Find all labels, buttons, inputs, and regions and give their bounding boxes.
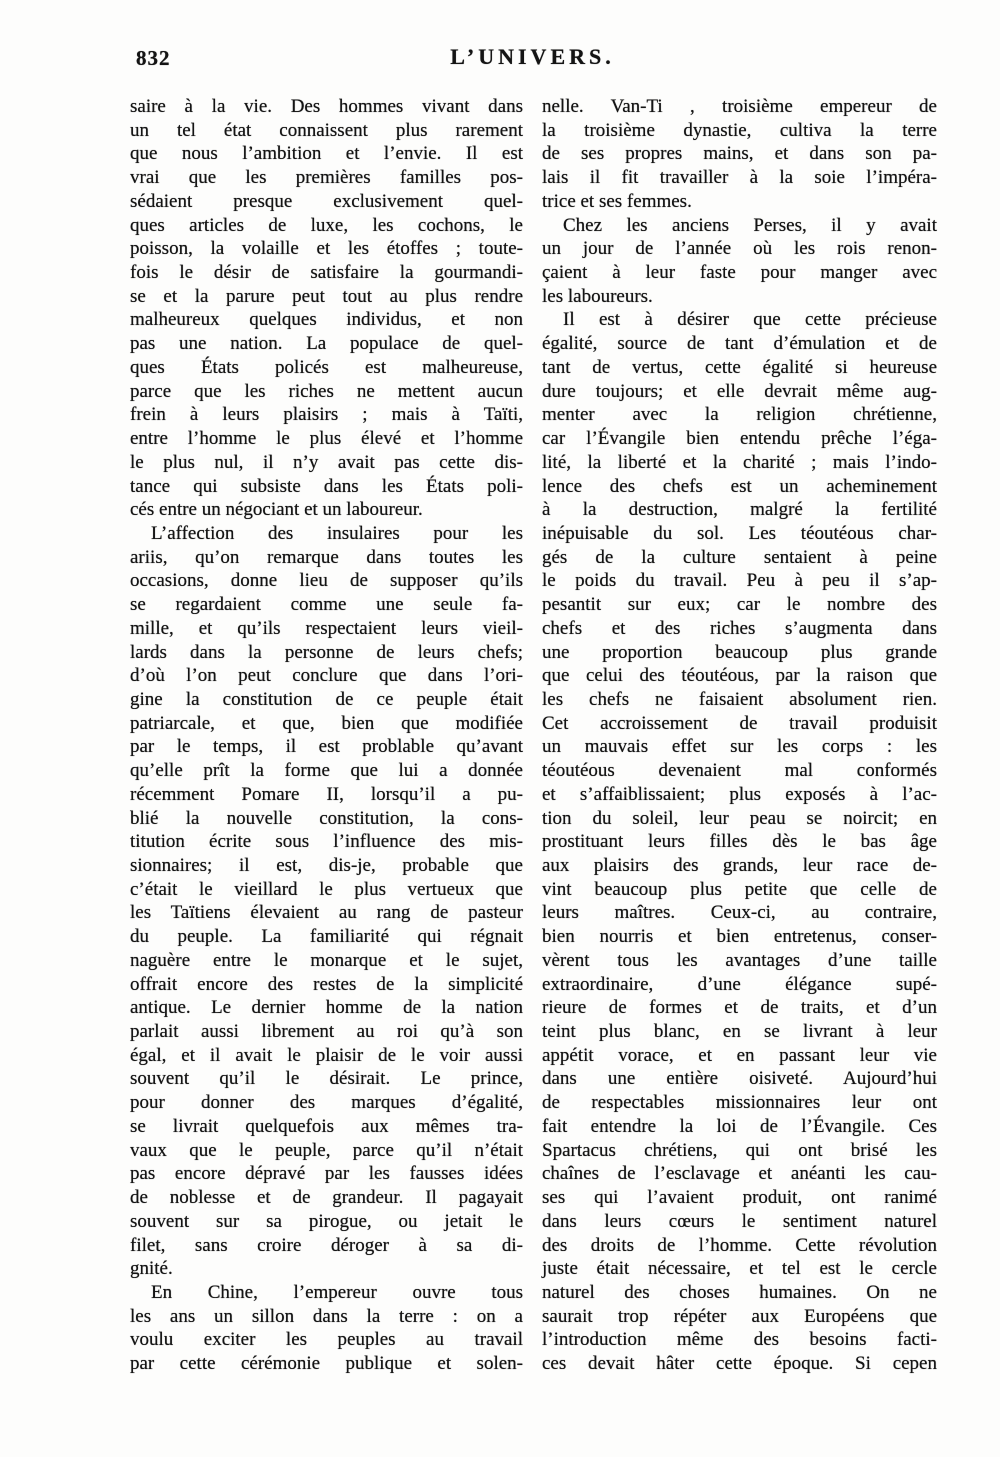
- text-line: dans une entière oisiveté. Aujourd’hui: [542, 1068, 937, 1090]
- text-line: une proportion beaucoup plus grande: [542, 641, 937, 663]
- text-line: bien nourris et bien entretenus, conser-: [542, 926, 937, 948]
- text-line: Cet accroissement de travail produisit: [542, 712, 937, 734]
- text-line: antique. Le dernier homme de la nation: [130, 997, 523, 1019]
- text-line: pas une nation. La populace de quel-: [130, 333, 523, 355]
- text-line: prostituant leurs filles dès le bas âge: [542, 831, 937, 853]
- text-line: Il est à désirer que cette précieuse: [563, 309, 937, 331]
- text-line: naturel des choses humaines. On ne: [542, 1281, 937, 1303]
- text-line: l’introduction même des besoins facti-: [542, 1329, 937, 1351]
- text-line: L’affection des insulaires pour les: [151, 522, 523, 544]
- text-line: par cette cérémonie publique et solen-: [130, 1353, 523, 1375]
- text-line: Chez les anciens Perses, il y avait: [563, 214, 937, 236]
- text-line: dure toujours; et elle devrait même aug-: [542, 380, 937, 402]
- text-line: que nous l’ambition et l’envie. Il est: [130, 143, 523, 165]
- text-line: chaînes de l’esclavage et anéanti les cau-: [542, 1163, 937, 1185]
- text-line: saurait trop répéter aux Européens que: [542, 1305, 937, 1327]
- paragraph: [542, 308, 937, 1375]
- text-line: un jour de l’année où les rois renon-: [542, 238, 937, 260]
- text-line: naguère entre le monarque et le sujet,: [130, 949, 523, 971]
- text-line: les Taïtiens élevaient au rang de pasteur: [130, 902, 523, 924]
- text-line: ses qui l’avaient produit, ont ranimé: [542, 1187, 937, 1209]
- text-line: occasions, donne lieu de supposer qu’ils: [130, 570, 523, 592]
- text-line: sédaient presque exclusivement quel-: [130, 190, 523, 212]
- text-line: pour donner des marques d’égalité,: [130, 1092, 523, 1114]
- text-line: parlait aussi librement au roi qu’à son: [130, 1021, 523, 1043]
- text-line: tion du soleil, leur peau se noircit; en: [542, 807, 937, 829]
- text-line: offrait encore des restes de la simplicité: [130, 973, 523, 995]
- text-line: ques articles de luxe, les cochons, le: [130, 214, 523, 236]
- text-line: c’était le vieillard le plus vertueux que: [130, 878, 523, 900]
- text-line: de respectables missionnaires leur ont: [542, 1092, 937, 1114]
- text-line: extraordinaire, d’une élégance supé-: [542, 973, 937, 995]
- text-line: vaux que le peuple, parce qu’il n’était: [130, 1139, 523, 1161]
- text-line: ariis, qu’on remarque dans toutes les: [130, 546, 523, 568]
- text-line: filet, sans croire déroger à sa di-: [130, 1234, 523, 1256]
- text-line: pesantit sur eux; car le nombre des: [542, 594, 937, 616]
- paragraph: [130, 1281, 523, 1376]
- text-line: un tel état connaissent plus rarement: [130, 119, 523, 141]
- text-line: téoutéous devenaient mal conformés: [542, 760, 937, 782]
- text-line: que celui des téoutéous, par la raison que: [542, 665, 937, 687]
- text-line: çaient à leur faste pour manger avec: [542, 262, 937, 284]
- text-line: le poids du travail. Peu à peu il s’ap-: [542, 570, 937, 592]
- text-line: ques États policés est malheureuse,: [130, 356, 523, 378]
- text-line: patriarcale, et que, bien que modifiée: [130, 712, 523, 734]
- text-line: à la destruction, malgré la fertilité: [542, 499, 937, 521]
- text-line: qu’elle prît la forme que lui a donnée: [130, 760, 523, 782]
- text-line: égal, et il avait le plaisir de le voir aussi: [130, 1044, 523, 1066]
- text-line: aux plaisirs des grands, leur race de-: [542, 855, 937, 876]
- text-line: voulu exciter les peuples au travail: [130, 1329, 523, 1351]
- text-line: lards dans la personne de leurs chefs;: [130, 641, 523, 663]
- text-line: par le temps, il est problable qu’avant: [130, 736, 523, 758]
- text-line: des droits de l’homme. Cette révolution: [542, 1234, 937, 1256]
- text-line: de noblesse et de grandeur. Il pagayait: [130, 1187, 523, 1209]
- text-line: leurs maîtres. Ceux-ci, au contraire,: [542, 902, 937, 924]
- text-line: les ans un sillon dans la terre : on a: [130, 1305, 523, 1327]
- text-line: frein à leurs plaisirs ; mais à Taïti,: [130, 404, 523, 426]
- text-line: du peuple. La familiarité qui régnait: [130, 926, 523, 948]
- text-line: blié la nouvelle constitution, la cons-: [130, 807, 523, 829]
- text-line: les chefs ne faisaient absolument rien.: [542, 688, 937, 710]
- text-line: se et la parure peut tout au plus rendre: [130, 285, 523, 307]
- text-line: sionnaires; il est, dis-je, probable que: [130, 855, 523, 876]
- paragraph: [542, 95, 937, 214]
- text-line: tance qui subsiste dans les États poli-: [130, 475, 523, 497]
- text-line: malheureux quelques individus, et non: [130, 309, 523, 331]
- text-line: saire à la vie. Des hommes vivant dans: [130, 96, 523, 117]
- text-line: pas encore dépravé par les fausses idées: [130, 1163, 523, 1185]
- text-line: égalité, source de tant d’émulation et de: [542, 333, 937, 355]
- text-line: dans leurs cœurs le sentiment naturel: [542, 1210, 937, 1232]
- text-line: souvent qu’il le désirait. Le prince,: [130, 1068, 523, 1090]
- text-line: chefs et des riches s’augmenta dans: [542, 617, 937, 639]
- text-line: lité, la liberté et la charité ; mais l’indo-: [542, 451, 937, 473]
- text-line: entre l’homme le plus élevé et l’homme: [130, 428, 523, 450]
- text-line: se regardaient comme une seule fa-: [130, 594, 523, 616]
- text-line: appétit vorace, et en passant leur vie: [542, 1044, 937, 1066]
- text-line: poisson, la volaille et les étoffes ; toute-: [130, 238, 523, 260]
- text-line: gés de la culture sentaient à peine: [542, 546, 937, 568]
- text-line: En Chine, l’empereur ouvre tous: [151, 1281, 523, 1303]
- text-line: le plus nul, il n’y avait pas cette dis-: [130, 451, 523, 473]
- text-line: souvent sur sa pirogue, ou jetait le: [130, 1210, 523, 1232]
- text-line: juste était nécessaire, et tel est le cercle: [542, 1258, 937, 1280]
- text-line: un mauvais effet sur les corps : les: [542, 736, 937, 758]
- text-columns: [130, 95, 937, 1376]
- text-line: la troisième dynastie, cultiva la terre: [542, 119, 937, 141]
- text-line: récemment Pomare II, lorsqu’il a pu-: [130, 783, 523, 805]
- text-line: cés entre un négociant et un laboureur.: [130, 499, 423, 521]
- text-line: teint plus blanc, en se livrant à leur: [542, 1021, 937, 1043]
- column-left: [130, 95, 523, 1376]
- text-line: menter avec la religion chrétienne,: [542, 404, 937, 426]
- text-line: fois le désir de satisfaire la gourmandi-: [130, 262, 523, 284]
- text-line: les laboureurs.: [542, 285, 653, 307]
- text-line: vint beaucoup plus petite que celle de: [542, 878, 937, 900]
- text-line: Spartacus chrétiens, qui ont brisé les: [542, 1139, 937, 1161]
- text-line: gnité.: [130, 1258, 173, 1280]
- text-line: car l’Évangile bien entendu prêche l’éga-: [542, 428, 937, 450]
- text-line: titution écrite sous l’influence des mis-: [130, 831, 523, 853]
- text-line: et s’affaiblissaient; plus exposés à l’ac-: [542, 783, 937, 805]
- text-line: lais il fit travailler à la soie l’impéra-: [542, 167, 937, 189]
- text-line: fait entendre la loi de l’Évangile. Ces: [542, 1115, 937, 1137]
- paragraph: [130, 522, 523, 1281]
- text-line: mille, et qu’ils respectaient leurs vieil-: [130, 617, 523, 639]
- text-line: gine la constitution de ce peuple était: [130, 688, 523, 710]
- text-line: trice et ses femmes.: [542, 190, 692, 212]
- text-line: vrai que les premières familles pos-: [130, 167, 523, 189]
- page-header: [130, 44, 935, 76]
- text-line: lence des chefs est un acheminement: [542, 475, 937, 497]
- text-line: rieure de formes et de traits, et d’un: [542, 997, 937, 1019]
- text-line: inépuisable du sol. Les téoutéous char-: [542, 522, 937, 544]
- text-line: vèrent tous les avantages d’une taille: [542, 949, 937, 971]
- column-right: [542, 95, 937, 1376]
- paragraph: [130, 95, 523, 522]
- paragraph: [542, 214, 937, 309]
- text-line: d’où l’on peut conclure que dans l’ori-: [130, 665, 523, 687]
- text-line: parce que les riches ne mettent aucun: [130, 380, 523, 402]
- text-line: se livrait quelquefois aux mêmes tra-: [130, 1115, 523, 1137]
- text-line: ces devait hâter cette époque. Si cepen: [542, 1353, 937, 1375]
- page-number: 832: [136, 46, 171, 70]
- page-title: L’UNIVERS.: [450, 44, 615, 69]
- text-line: nelle. Van-Ti , troisième empereur de: [542, 96, 937, 117]
- text-line: de ses propres mains, et dans son pa-: [542, 143, 937, 165]
- text-line: tant de vertus, cette égalité si heureuse: [542, 356, 937, 378]
